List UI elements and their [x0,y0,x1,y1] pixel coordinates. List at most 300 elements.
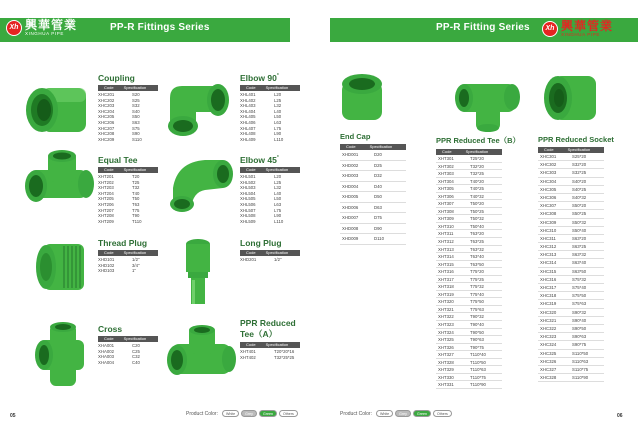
table-row [436,366,502,374]
spec-code: XHC320 [540,309,557,315]
spec-code: XHC316 [540,276,557,282]
table-row [538,300,604,308]
spec-code: XHT306 [438,193,454,199]
spec-code: XHL406 [240,119,256,125]
spec-code: XHC315 [540,268,557,274]
spec-code: XHC201 [98,92,115,97]
spec-value: T40 [132,190,140,196]
table-row [436,200,502,208]
spec-value: C32 [132,354,140,360]
spec-code: XHT204 [98,190,114,196]
table-row [538,251,604,259]
spec-value: S32*20 [572,162,587,168]
spec-value: L25 [274,179,282,185]
spec-value: S50*32 [572,219,587,225]
spec-code: XHL502 [240,179,256,185]
elbow90-title: Elbow 90° [240,73,279,83]
spec-row [240,137,304,143]
table-row [538,350,604,358]
spec-code: XHT205 [98,196,114,202]
spec-code: XHC312 [540,244,557,250]
table-row [340,150,406,161]
spec-code: XHC202 [98,97,115,103]
spec-code: XHC309 [540,219,557,225]
table-row [538,235,604,243]
spec-code: XHT324 [438,329,454,335]
spec-value: S20 [132,92,140,97]
spec-code: XHT320 [438,299,454,305]
product-color-label: Product Color: [186,410,218,417]
cross-image [32,318,92,393]
spec-value: S90*75 [572,342,587,348]
table-row [538,178,604,186]
spec-code: XHC327 [540,366,557,372]
spec-value: C25 [132,348,140,354]
reduced-socket-title: PPR Reduced Socket [538,135,614,144]
spec-code: XHT202 [98,179,114,185]
spec-value: S25 [132,97,140,103]
right-product-color [340,410,454,417]
spec-value: T32*20 [470,163,484,169]
spec-value: D40 [374,183,382,189]
spec-value: C40 [132,359,140,365]
spec-code: XHT329 [438,367,454,373]
table-row [436,313,502,321]
spec-code: XHL404 [240,108,256,114]
spec-code: XHT321 [438,306,454,312]
spec-code: XHC314 [540,260,557,266]
spec-value: S90*40 [572,317,587,323]
spec-value: S40*20 [572,178,587,184]
spec-value: D63 [374,204,382,210]
spec-header: Code Specification [98,336,158,342]
spec-code: XHT323 [438,322,454,328]
elbow90-rows [240,92,304,142]
spec-value: D110 [374,236,384,241]
spec-code: XHT309 [438,216,454,222]
spec-value: T90 [132,213,140,219]
spec-code: XHC308 [540,211,557,217]
spec-row [98,268,162,274]
spec-code: XHT322 [438,314,454,320]
thread-plug-image [30,236,92,298]
spec-value: L40 [274,190,282,196]
spec-code: XHL401 [240,92,256,97]
spec-code: XHT305 [438,186,454,192]
spec-value: T75*50 [470,299,484,305]
spec-value: T32 [132,185,140,191]
spec-code: XHD007 [342,215,359,220]
table-row [436,238,502,246]
spec-value: S63*25 [572,244,587,250]
spec-value: L90 [274,131,282,137]
spec-code: XHD005 [342,194,359,199]
spec-value: T40*32 [470,193,484,199]
spec-value: T50*40 [470,223,484,229]
thread-plug-rows [98,257,162,274]
spec-code: XHC318 [540,293,557,299]
cross-block [98,324,162,365]
spec-code: XHC206 [98,119,115,125]
table-row [436,185,502,193]
spec-code: XHC204 [98,108,115,114]
spec-value: C20 [132,343,140,348]
spec-code: XHC302 [540,162,557,168]
spec-code: XHT308 [438,208,454,214]
spec-value: 1" [132,268,136,274]
spec-value: L110 [274,136,284,142]
table-row [436,208,502,216]
logo-badge-icon: Xh [6,20,22,36]
table-row [538,153,604,161]
table-row [436,246,502,254]
spec-value: T75*32 [470,284,484,290]
table-row [436,230,502,238]
spec-value: S110*75 [572,366,589,372]
table-row [538,325,604,333]
spec-value: 1/2" [132,257,140,262]
table-row [436,155,502,163]
chip-white: White [222,410,239,417]
thread-plug-block [98,238,162,274]
spec-code: XHC319 [540,301,557,307]
spec-code: XHT314 [438,254,454,260]
spec-value: S40*25 [572,186,587,192]
spec-value: T90*63 [470,337,484,343]
spec-code: XHC208 [98,131,115,137]
spec-code: XHT316 [438,269,454,275]
brand-cn: 興華管業 [561,19,614,33]
spec-value: L110 [274,218,284,224]
spec-code: XHC303 [540,170,557,176]
spec-header: Code Specification [538,147,604,153]
spec-value: T50*32 [470,216,484,222]
spec-value: T90*40 [470,322,484,328]
spec-value: T63*50 [470,261,484,267]
spec-value: S110*90 [572,375,589,381]
table-row [538,366,604,374]
elbow45-block [240,155,304,224]
spec-value: T75*20 [470,269,484,275]
table-row [436,298,502,306]
chip-grey: Grey [395,410,411,417]
spec-code: XHC322 [540,325,557,331]
table-row [340,213,406,224]
coupling-block [98,73,162,142]
spec-code: XHC307 [540,203,557,209]
spec-value: S90*50 [572,325,587,331]
elbow45-rows [240,174,304,224]
spec-value: L20 [274,174,282,179]
spec-code: XHC328 [540,375,557,381]
left-page-number: 05 [10,413,16,419]
spec-code: XHL504 [240,190,256,196]
spec-code: XHT203 [98,185,114,191]
spec-code: XHC301 [540,154,557,159]
table-row [538,161,604,169]
spec-value: T63*25 [470,239,484,245]
reduced-tee-a-title-2: Tee（A） [240,329,278,339]
spec-header: Code Specification [98,85,158,91]
table-row [340,171,406,182]
spec-code: XHT208 [98,213,114,219]
spec-code: XHC324 [540,342,557,348]
spec-code: XHL501 [240,174,256,179]
reduced-tee-b-block [436,135,520,389]
spec-header: Code Specification [436,149,502,155]
spec-code: XHT317 [438,276,454,282]
spec-code: XHL506 [240,201,256,207]
reduced-socket-image [540,66,602,130]
equal-tee-rows [98,174,162,224]
chip-others: Others [279,410,298,417]
table-row [538,194,604,202]
spec-value: T63*32 [470,246,484,252]
spec-value: L40 [274,108,282,114]
spec-value: S90 [132,131,140,137]
spec-value: S75*50 [572,293,587,299]
table-row [340,224,406,235]
long-plug-image [178,236,218,308]
spec-code: XHA002 [98,348,115,354]
spec-value: S75*32 [572,276,587,282]
spec-row [98,219,162,225]
coupling-image [20,80,90,140]
table-row [436,336,502,344]
spec-code: XHL409 [240,136,256,142]
reduced-tee-b-rows [436,155,520,389]
reduced-tee-b-title: PPR Reduced Tee（B） [436,136,521,145]
spec-value: T50 [132,196,140,202]
spec-value: D20 [374,152,382,157]
spec-value: S63*50 [572,268,587,274]
spec-code: XHT303 [438,171,454,177]
spec-code: XHT331 [438,382,454,388]
spec-value: L63 [274,201,282,207]
brand-cn: 興華管業 [25,18,78,32]
spec-code: XHT326 [438,344,454,350]
spec-value: T110 [132,218,142,224]
table-row [436,291,502,299]
elbow45-image [165,150,237,215]
spec-header: Code Specification [98,250,158,256]
spec-value: L32 [274,185,282,191]
table-row [538,292,604,300]
spec-value: L90 [274,213,282,219]
spec-value: S90*32 [572,309,587,315]
reduced-tee-a-block [240,318,304,360]
spec-value: L75 [274,125,282,131]
spec-header: Code Specification [340,144,406,150]
spec-header: Code Specification [240,167,300,173]
spec-value: T75*40 [470,291,484,297]
spec-code: XHC325 [540,350,557,356]
spec-value: S75 [132,125,140,131]
spec-value: T63 [132,201,140,207]
table-row [538,169,604,177]
equal-tee-image [22,148,97,218]
spec-value: T110*90 [470,382,486,388]
spec-value: S90*63 [572,334,587,340]
table-row [538,268,604,276]
logo-badge-icon: Xh [542,21,558,37]
coupling-title: Coupling [98,73,135,83]
spec-value: T25*20 [470,156,484,161]
table-row [538,219,604,227]
table-row [340,161,406,172]
spec-code: XHT206 [98,201,114,207]
spec-row [240,219,304,225]
table-row [436,381,502,389]
spec-code: XHA003 [98,354,115,360]
spec-value: T90*75 [470,344,484,350]
table-row [340,203,406,214]
elbow45-title: Elbow 45° [240,155,279,165]
spec-value: S32 [132,103,140,109]
spec-value: T40*25 [470,186,484,192]
table-row [538,259,604,267]
spec-value: D25 [374,162,382,168]
spec-value: L75 [274,207,282,213]
chip-green: Green [259,410,277,417]
spec-code: XHL508 [240,213,256,219]
equal-tee-title: Equal Tee [98,155,138,165]
spec-code: XHD009 [342,236,359,241]
spec-code: XHC207 [98,125,115,131]
spec-value: T110*75 [470,374,486,380]
spec-row [98,137,162,143]
spec-value: D50 [374,194,382,199]
table-row [436,170,502,178]
table-row [538,284,604,292]
chip-others: Others [433,410,452,417]
spec-code: XHT325 [438,337,454,343]
spec-value: S50*20 [572,203,587,209]
spec-code: XHT307 [438,201,454,207]
spec-code: XHT327 [438,352,454,358]
spec-value: T90*50 [470,329,484,335]
spec-value: L32 [274,103,282,109]
spec-code: XHC203 [98,103,115,109]
spec-code: XHL402 [240,97,256,103]
spec-value: S63*20 [572,235,587,241]
table-row [436,351,502,359]
spec-header: Code Specification [98,167,158,173]
spec-code: XHD001 [342,152,359,157]
spec-value: T63*40 [470,254,484,260]
spec-code: XHC304 [540,178,557,184]
long-plug-block [240,238,304,263]
table-row [436,193,502,201]
spec-code: XHT328 [438,359,454,365]
spec-value: L25 [274,97,282,103]
spec-value: S110*63 [572,358,589,364]
table-row [538,317,604,325]
spec-value: T40*20 [470,178,484,184]
end-cap-rows [340,150,406,245]
table-row [538,309,604,317]
table-row [436,268,502,276]
spec-value: S50 [132,114,140,120]
table-row [436,215,502,223]
table-row [436,178,502,186]
spec-code: XHT401 [240,349,256,354]
spec-code: XHT207 [98,207,114,213]
table-row [538,202,604,210]
spec-code: XHT319 [438,291,454,297]
spec-value: T63*20 [470,231,484,237]
reduced-tee-a-rows [240,349,304,360]
reduced-socket-rows [538,153,614,382]
table-row [538,243,604,251]
spec-code: XHT311 [438,231,454,237]
table-row [436,276,502,284]
table-row [436,321,502,329]
table-row [340,182,406,193]
spec-code: XHL507 [240,207,256,213]
spec-value: T75 [132,207,140,213]
spec-code: XHT209 [98,218,114,224]
spec-value: S32*25 [572,170,587,176]
table-row [436,344,502,352]
spec-code: XHL407 [240,125,256,131]
spec-value: S40 [132,108,140,114]
spec-code: XHC323 [540,334,557,340]
spec-value: S63 [132,119,140,125]
spec-value: T75*25 [470,276,484,282]
cross-rows [98,343,162,365]
table-row [538,333,604,341]
spec-header: Code Specification [240,342,300,348]
spec-value: T32*25 [470,171,484,177]
spec-value: T50*20 [470,201,484,207]
spec-code: XHD004 [342,183,359,189]
chip-grey: Grey [241,410,257,417]
right-header-title: PP-R Fitting Series [436,22,530,33]
spec-value: S75*40 [572,285,587,290]
spec-code: XHT304 [438,178,454,184]
spec-code: XHT301 [438,156,454,161]
spec-code: XHD103 [98,268,115,274]
cross-title: Cross [98,324,123,334]
end-cap-title: End Cap [340,132,371,141]
long-plug-rows [240,257,304,263]
table-row [538,341,604,349]
thread-plug-title: Thread Plug [98,238,148,248]
spec-code: XHL403 [240,103,256,109]
spec-value: T75*63 [470,306,484,312]
spec-code: XHD201 [240,257,257,262]
spec-code: XHC305 [540,186,557,192]
table-row [538,227,604,235]
spec-code: XHD102 [98,262,115,268]
spec-value: T110*40 [470,352,486,358]
brand-en: XINGHUA PIPE [561,32,600,37]
spec-value: T50*25 [470,208,484,214]
spec-value: T32*25*25 [274,354,295,360]
spec-value: T20 [132,174,140,179]
spec-value: S110*50 [572,350,589,356]
spec-value: S75*63 [572,301,587,307]
spec-code: XHC310 [540,227,557,233]
spec-code: XHD006 [342,204,359,210]
spec-value: 1/2" [274,257,282,262]
spec-code: XHT330 [438,374,454,380]
spec-code: XHL503 [240,185,256,191]
table-row [436,253,502,261]
spec-value: T25 [132,179,140,185]
spec-code: XHA001 [98,343,115,348]
